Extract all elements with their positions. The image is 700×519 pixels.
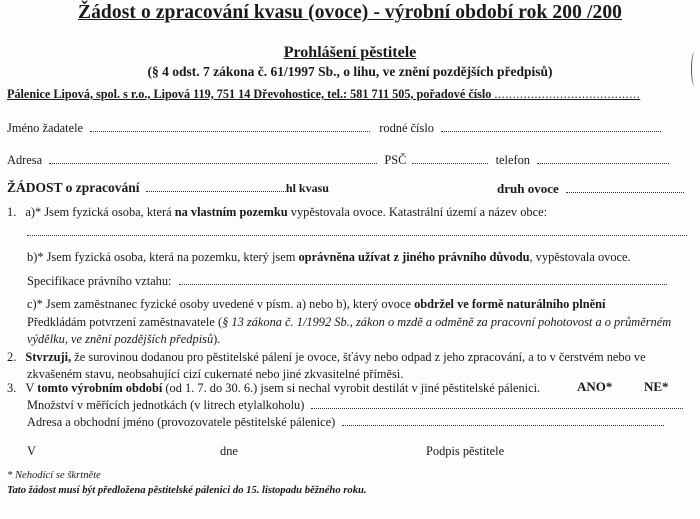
birth-number-label: rodné číslo xyxy=(379,121,434,135)
quantity-row xyxy=(27,398,683,413)
signature-label: Podpis pěstitele xyxy=(426,444,505,458)
address-label: Adresa xyxy=(7,153,43,167)
item1a-bold: na vlastním pozemku xyxy=(174,205,288,219)
item1a-pre: a)* Jsem fyzická osoba, která xyxy=(25,205,175,219)
item1c-line3-italic: výdělku, ve znění pozdějších předpisů xyxy=(27,332,214,346)
distillery-info xyxy=(7,87,640,102)
law-reference: (§ 4 odst. 7 zákona č. 61/1997 Sb., o lihu, ve znění pozdějších předpisů) xyxy=(147,64,553,79)
no-option[interactable]: NE* xyxy=(644,379,669,394)
date-label: dne xyxy=(220,444,238,458)
item2-line1: že surovinou dodanou pro pěstitelské pálení je ovoce, šťávy nebo odpad z jeho zpracování, a to v čerstvém nebo ve xyxy=(71,350,646,364)
place-label: V xyxy=(27,444,36,458)
birth-number-field[interactable] xyxy=(441,122,661,132)
request-volume-field[interactable] xyxy=(146,182,286,192)
item2-text xyxy=(7,350,646,365)
item1c-text xyxy=(27,297,605,312)
item1b-pre: b)* Jsem fyzická osoba, která na pozemku, který jsem xyxy=(27,250,299,264)
item3-pre: V xyxy=(25,381,38,395)
quantity-label: Množství v měřících jednotkách (v litrech etylalkoholu) xyxy=(27,398,305,412)
distillery-address-row xyxy=(27,415,664,430)
item2-line2: zkvašeném stavu, neobsahující cizí cukernaté nebo jiné zkvasitelné příměsi. xyxy=(27,367,404,381)
request-label-bold: ŽÁDOST xyxy=(7,180,63,195)
item1-number: 1. xyxy=(7,205,17,219)
item1b-text xyxy=(27,250,631,265)
order-number-field[interactable]: ........................................ xyxy=(494,87,641,101)
request-row xyxy=(7,180,329,196)
item1a-post: vypěstovala ovoce. Katastrální území a název obce: xyxy=(287,205,548,219)
postal-code-field[interactable] xyxy=(412,154,488,164)
legal-relation-field[interactable] xyxy=(179,275,667,285)
item3-number: 3. xyxy=(7,381,17,395)
request-unit: hl kvasu xyxy=(285,181,329,195)
footnote-strike: * Nehodící se škrtněte xyxy=(7,470,101,481)
yes-option[interactable]: ANO* xyxy=(577,379,613,394)
legal-relation-label: Specifikace právního vztahu: xyxy=(27,274,172,288)
quantity-field[interactable] xyxy=(311,399,683,409)
applicant-name-field[interactable] xyxy=(90,122,370,132)
item1a-text xyxy=(7,205,547,220)
declaration-heading: Prohlášení pěstitele xyxy=(283,44,417,61)
item1c-pre: c)* Jsem zaměstnanec fyzické osoby uvedené v písm. a) nebo b), který ovoce xyxy=(27,297,415,311)
item1c-line3-post: ). xyxy=(213,332,221,346)
address-row xyxy=(7,153,669,168)
item1c-line2-pre: Předkládám potvrzení zaměstnavatele ( xyxy=(27,315,223,329)
fruit-row xyxy=(497,181,684,197)
item3-bold: tomto výrobním období xyxy=(37,381,163,395)
applicant-row xyxy=(7,121,661,136)
item3-post: (od 1. 7. do 30. 6.) jsem si nechal vyrobit destilát v jiné pěstitelské pálenici. xyxy=(162,381,541,395)
item1b-post: , vypěstovala ovoce. xyxy=(529,250,631,264)
item1c-line3 xyxy=(27,332,220,347)
distillery-address-label: Adresa a obchodní jméno (provozovatele pěstitelské pálenice) xyxy=(27,415,336,429)
legal-relation-row xyxy=(27,274,667,289)
distillery-text: Pálenice Lipová, spol. s r.o., Lipová 119, 751 14 Dřevohostice, tel.: 581 711 505, pořadové číslo xyxy=(7,87,492,101)
postal-code-label: PSČ xyxy=(384,153,407,167)
item2-bold: Stvrzuji, xyxy=(25,350,72,364)
form-title: Žádost o zpracování kvasu (ovoce) - výrobní období rok 200 /200 xyxy=(77,2,623,23)
footnote-deadline: Tato žádost musí být předložena pěstitelské pálenici do 15. listopadu běžného roku. xyxy=(7,485,367,496)
item1c-bold: obdržel ve formě naturálního plnění xyxy=(414,297,606,311)
item2-number: 2. xyxy=(7,350,17,364)
phone-field[interactable] xyxy=(537,154,669,164)
item1b-bold: oprávněna užívat z jiného právního důvodu xyxy=(298,250,530,264)
fruit-type-label: druh ovoce xyxy=(497,181,559,196)
applicant-name-label: Jméno žadatele xyxy=(7,121,84,135)
fruit-type-field[interactable] xyxy=(566,183,684,193)
request-label: o zpracování xyxy=(62,180,140,195)
distillery-address-field[interactable] xyxy=(342,416,664,426)
item3-text xyxy=(7,381,540,396)
item1c-line2 xyxy=(27,315,671,330)
cadastral-field[interactable] xyxy=(27,226,687,236)
item1c-line2-italic: § 13 zákona č. 1/1992 Sb., zákon o mzdě a odměně za pracovní pohotovost a o průměrném xyxy=(222,315,672,329)
phone-label: telefon xyxy=(495,153,530,167)
address-field[interactable] xyxy=(49,154,377,164)
